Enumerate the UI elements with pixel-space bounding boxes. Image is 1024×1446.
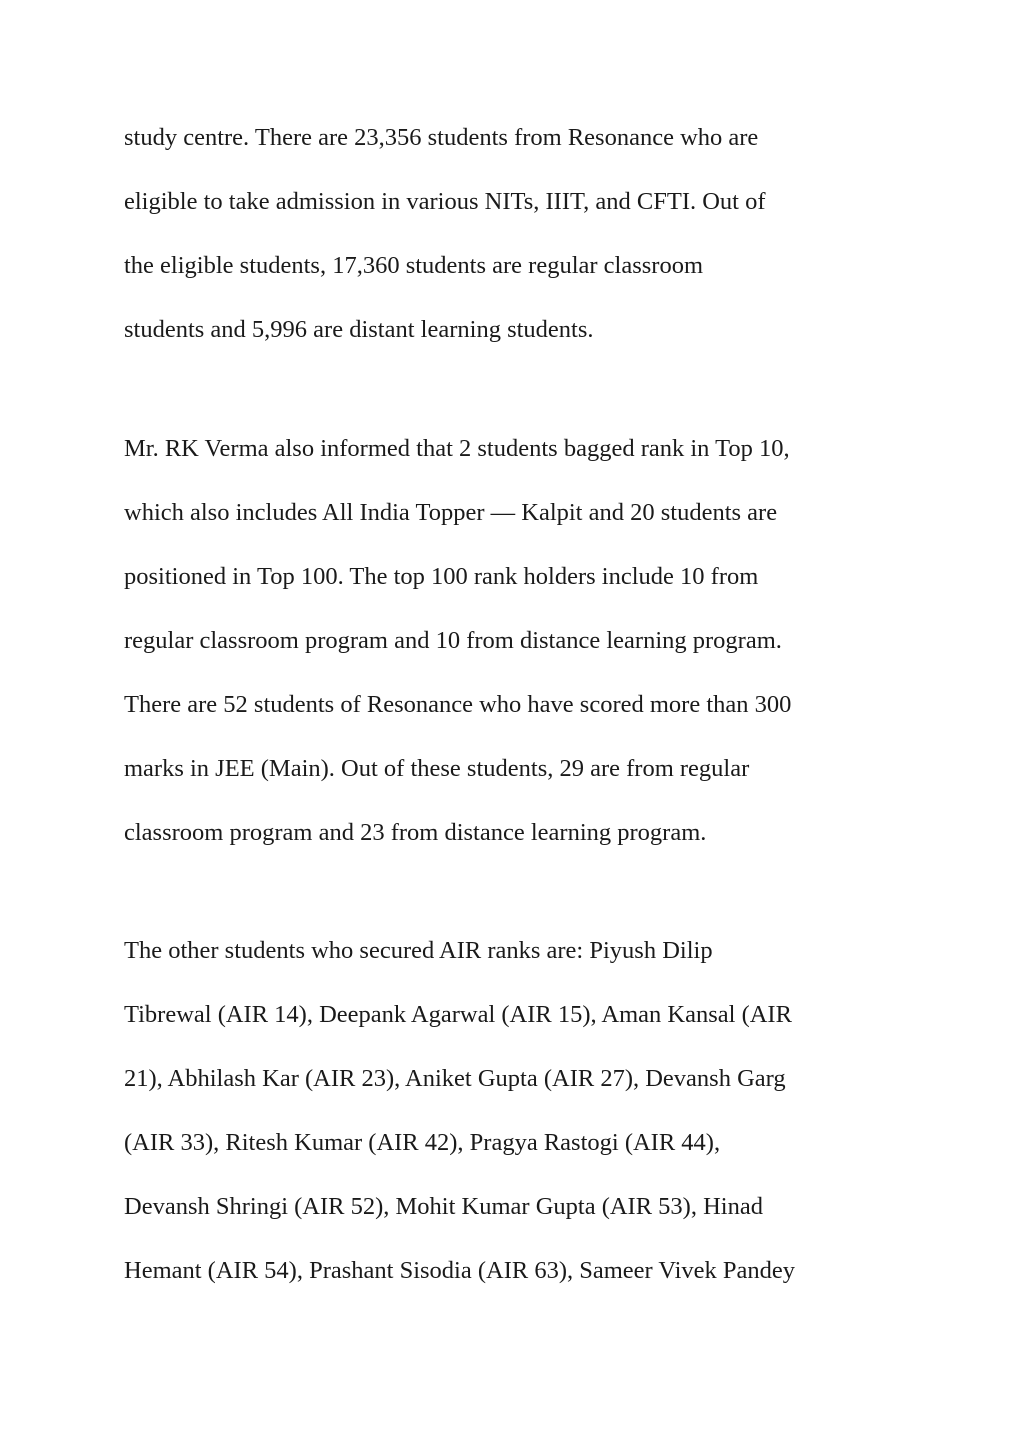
paragraph-2-line-3: positioned in Top 100. The top 100 rank holders include 10 from xyxy=(124,563,759,590)
paragraph-1-line-1: study centre. There are 23,356 students from Resonance who are xyxy=(124,124,759,151)
paragraph-3-line-2: Tibrewal (AIR 14), Deepank Agarwal (AIR 15), Aman Kansal (AIR xyxy=(124,1001,792,1028)
paragraph-1-line-4: students and 5,996 are distant learning students. xyxy=(124,316,594,343)
paragraph-1-line-3: the eligible students, 17,360 students are regular classroom xyxy=(124,252,704,279)
paragraph-2-line-4: regular classroom program and 10 from distance learning program. xyxy=(124,627,782,654)
paragraph-3-line-3: 21), Abhilash Kar (AIR 23), Aniket Gupta (AIR 27), Devansh Garg xyxy=(124,1065,786,1092)
paragraph-2-line-2: which also includes All India Topper — Kalpit and 20 students are xyxy=(124,499,778,526)
paragraph-3-line-4: (AIR 33), Ritesh Kumar (AIR 42), Pragya Rastogi (AIR 44), xyxy=(124,1129,721,1156)
paragraph-3-line-5: Devansh Shringi (AIR 52), Mohit Kumar Gupta (AIR 53), Hinad xyxy=(124,1193,763,1220)
paragraph-3-line-1: The other students who secured AIR ranks are: Piyush Dilip xyxy=(124,937,713,964)
paragraph-3-line-6: Hemant (AIR 54), Prashant Sisodia (AIR 63), Sameer Vivek Pandey xyxy=(124,1257,796,1284)
paragraph-1-line-2: eligible to take admission in various NITs, IIIT, and CFTI. Out of xyxy=(124,188,766,215)
paragraph-2-line-1: Mr. RK Verma also informed that 2 students bagged rank in Top 10, xyxy=(124,435,790,462)
paragraph-2-line-5: There are 52 students of Resonance who have scored more than 300 xyxy=(124,691,792,718)
paragraph-2-line-6: marks in JEE (Main). Out of these students, 29 are from regular xyxy=(124,755,750,782)
paragraph-2-line-7: classroom program and 23 from distance learning program. xyxy=(124,819,707,846)
